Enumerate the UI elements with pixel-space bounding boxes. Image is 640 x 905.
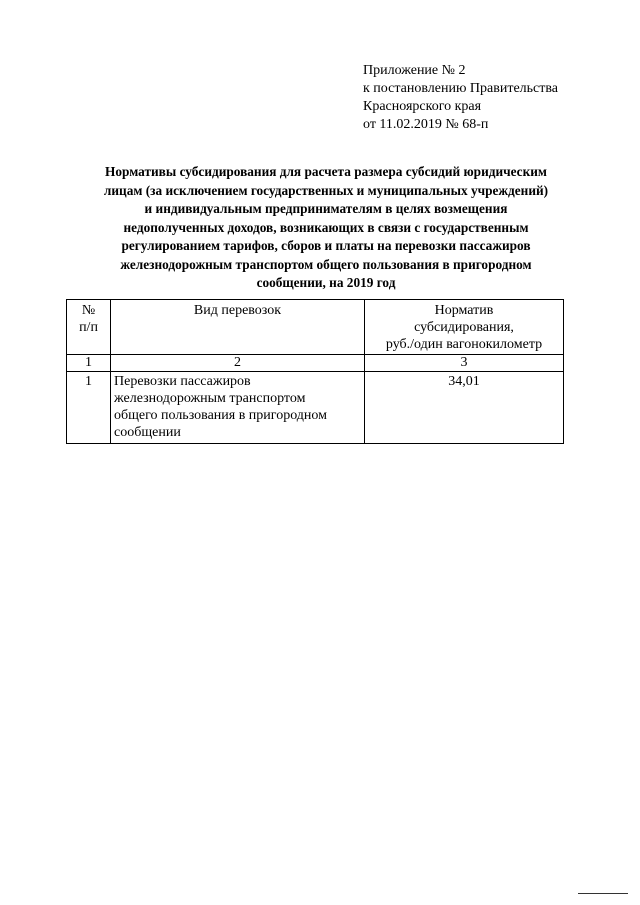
column-number-cell: 2	[111, 355, 365, 372]
title-line: регулированием тарифов, сборов и платы на перевозки пассажиров	[121, 238, 531, 253]
appendix-line: Красноярского края	[363, 99, 482, 114]
title-line: и индивидуальным предпринимателям в целях возмещения	[144, 201, 508, 216]
header-number-label: п/п	[79, 320, 98, 335]
row-type-line: железнодорожным транспортом	[114, 391, 306, 406]
column-number-cell: 1	[67, 355, 111, 372]
title-line: лицам (за исключением государственных и муниципальных учреждений)	[103, 182, 549, 198]
title-line: сообщении, на 2019 год	[256, 275, 396, 290]
table-header-row	[67, 300, 564, 355]
row-type-line: общего пользования в пригородном	[114, 408, 327, 423]
row-type-line: Перевозки пассажиров	[114, 374, 251, 389]
header-norm-label: Норматив	[434, 303, 494, 318]
page-edge-mark	[578, 893, 628, 894]
norms-table	[66, 299, 564, 444]
appendix-line: от 11.02.2019 № 68-п	[363, 117, 489, 132]
title-line: Нормативы субсидирования для расчета размера субсидий юридическим	[105, 164, 547, 179]
title-line: железнодорожным транспортом общего пользования в пригородном	[120, 256, 532, 272]
row-type-cell	[111, 372, 365, 444]
header-number-cell	[67, 300, 111, 355]
appendix-header	[363, 62, 558, 134]
header-norm-label: руб./один вагонокилометр	[385, 337, 543, 352]
header-norm-label: субсидирования,	[414, 320, 514, 335]
title-line: недополученных доходов, возникающих в связи с государственным	[123, 219, 529, 235]
header-number-label: №	[81, 303, 96, 318]
column-number-row	[67, 355, 564, 372]
row-number-cell: 1	[67, 372, 111, 444]
table-row	[67, 372, 564, 444]
row-value-cell: 34,01	[365, 372, 564, 444]
header-type-label: Вид перевозок	[193, 303, 282, 318]
document-title	[60, 163, 592, 293]
row-type-line: сообщении	[114, 425, 181, 440]
appendix-line: Приложение № 2	[363, 63, 466, 78]
column-number-cell: 3	[365, 355, 564, 372]
appendix-line: к постановлению Правительства	[363, 81, 559, 96]
header-type-cell	[111, 300, 365, 355]
header-norm-cell	[365, 300, 564, 355]
